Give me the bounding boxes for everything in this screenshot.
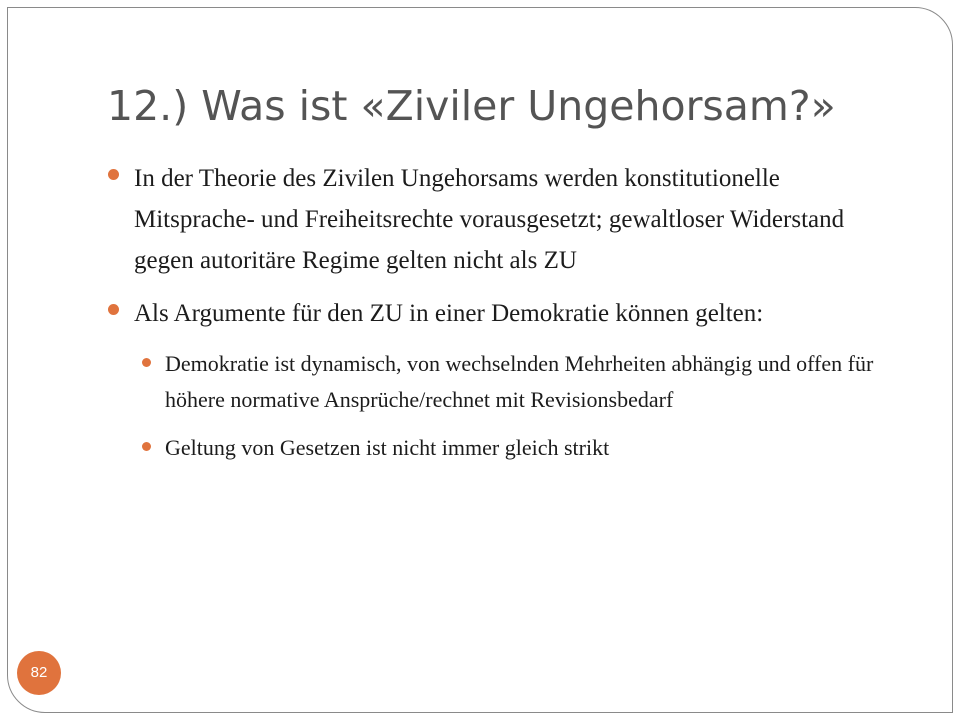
sub-bullet-item [141, 346, 898, 418]
bullet-dot-icon [108, 304, 119, 315]
sub-bullet-text: Geltung von Gesetzen ist nicht immer gleich strikt [165, 435, 610, 460]
slide-content [108, 158, 898, 478]
bullet-text: Als Argumente für den ZU in einer Demokratie können gelten: [134, 300, 764, 327]
sub-bullet-dot-icon [142, 442, 151, 451]
bullet-text: In der Theorie des Zivilen Ungehorsams werden konstitutionelle Mitsprache- und Freiheitsrechte vorausgesetzt; gewaltloser Widerstand gegen autoritäre Regime gelten nicht als ZU [134, 165, 845, 274]
bullet-dot-icon [108, 169, 119, 180]
slide-title: 12.) Was ist «Ziviler Ungehorsam?» [107, 82, 836, 130]
bullet-item [108, 293, 898, 334]
sub-bullet-text: Demokratie ist dynamisch, von wechselnden Mehrheiten abhängig und offen für höhere normative Ansprüche/rechnet mit Revisionsbedarf [165, 351, 874, 412]
bullet-item [108, 158, 898, 281]
page-number-badge: 82 [17, 651, 61, 695]
sub-bullet-dot-icon [142, 358, 151, 367]
sub-bullet-item [141, 430, 898, 466]
